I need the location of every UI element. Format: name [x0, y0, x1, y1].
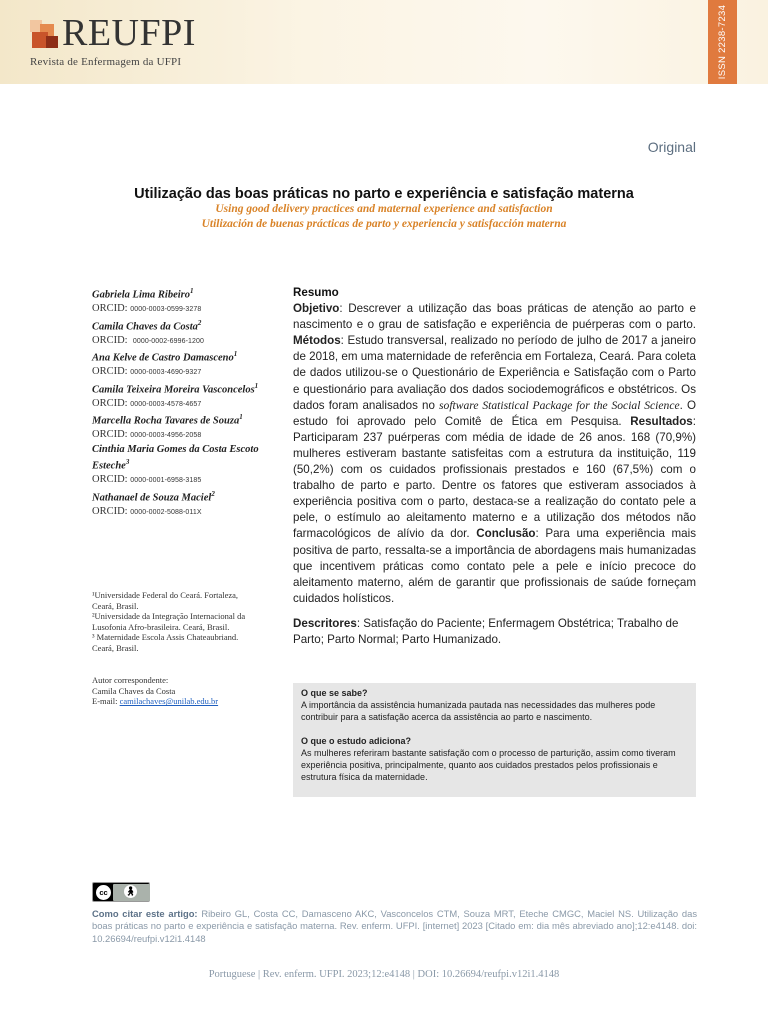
- journal-header: [0, 0, 768, 84]
- cc-icon: cc: [96, 885, 111, 900]
- abstract-body: Objetivo: Descrever a utilização das boas práticas de atenção ao parto e nascimento e o grau de satisfação e experiência de puérperas com o parto. Métodos: Estudo transversal, realizado no período de julho de 2017 a janeiro de 2018, em uma maternidade de referência em Fortaleza, Ceará. Para coleta de dados utilizou-se o Questionário de Experiência e Satisfação com o Parto e questionário para avaliação dos dados sociodemográficos e obstétricos. Os dados foram analisados no software Statistical Package for the Social Science. O estudo foi aprovado pelo Comitê de Ética em Pesquisa. Resultados: Participaram 237 puérperas com média de idade de 26 anos. 168 (70,9%) mulheres estiveram bastante satisfeitas com a estrutura da instituição, 119 (50,2%) com os cuidados profissionais prestados e 160 (67,5%) com o trabalho de parto e parto. Dentre os fatores que estiveram associados à experiência positiva com o parto, destaca-se a realização do contato pele a pele, o estímulo ao aleitamento materno e a utilização dos métodos não farmacológicos de alívio da dor. Conclusão: Para uma experiência mais positiva de parto, ressalta-se a importância de abordagens mais humanizadas que incentivem práticas como contato pele a pele e início precoce do aleitamento materno, além de garantir que profissionais de saúde forneçam cuidados holísticos.: [293, 302, 696, 605]
- journal-logo-icon: [30, 20, 60, 50]
- orcid-line: ORCID: 0000-0002-6996-1200: [92, 334, 205, 346]
- descriptors: Descritores: Satisfação do Paciente; Enfermagem Obstétrica; Trabalho de Parto; Parto Normal; Parto Humanizado.: [293, 617, 679, 647]
- affiliation-item: ³ Maternidade Escola Assis Chateaubriand. Ceará, Brasil.: [92, 632, 239, 653]
- article-type: Original: [647, 139, 696, 155]
- author-name: Gabriela Lima Ribeiro$^1$: [92, 287, 194, 301]
- box-question: O que se sabe?: [301, 688, 368, 698]
- author-entry: [92, 411, 267, 443]
- orcid-id: 0000-0003-4578-4657: [130, 400, 202, 408]
- author-entry: [92, 285, 267, 317]
- author-name: Camila Teixeira Moreira Vasconcelos$^1$: [92, 381, 259, 395]
- author-entry: [92, 380, 267, 412]
- orcid-line: ORCID: 0000-0002-5088-011X: [92, 505, 202, 517]
- orcid-id: 0000-0001-6958-3185: [130, 477, 202, 484]
- issn-label: ISSN 2238-7234: [717, 4, 728, 80]
- orcid-line: ORCID: 0000-0003-0599-3278: [92, 303, 202, 314]
- journal-title: REUFPI: [62, 12, 196, 54]
- issn-tab: [708, 0, 737, 84]
- orcid-line: ORCID: 0000-0001-6958-3185: [92, 474, 202, 485]
- affiliation-item: ¹Universidade Federal do Ceará. Fortaleza, Ceará, Brasil.: [92, 590, 239, 611]
- affiliation-item: ²Universidade da Integração Internacional da Lusofonia Afro-brasileira. Ceará, Brasil.: [92, 611, 246, 632]
- title-portuguese: Utilização das boas práticas no parto e experiência e satisfação materna: [134, 186, 634, 202]
- author-name: Camila Chaves da Costa$^2$: [92, 318, 202, 332]
- author-name: Nathanael de Souza Maciel$^2$: [92, 489, 215, 503]
- page-footer: Portuguese | Rev. enferm. UFPI. 2023;12:e4148 | DOI: 10.26694/reufpi.v12i1.4148: [208, 969, 560, 980]
- orcid-line: ORCID: 0000-0003-4578-4657: [92, 397, 202, 409]
- cc-by-license-icon[interactable]: [92, 882, 150, 902]
- person-icon: 🚶︎: [124, 886, 137, 896]
- by-icon: [113, 884, 150, 901]
- title-spanish: Utilización de buenas prácticas de parto y experiencia y satisfacción materna: [201, 218, 567, 230]
- affiliations: [92, 590, 262, 654]
- box-answer: As mulheres referiram bastante satisfação com o processo de parturição, assim como tiveram experiência positiva, principalmente, quanto aos cuidados prestados pelos profissionais e estrutura física da maternidade.: [301, 748, 676, 782]
- how-to-cite: Como citar este artigo: Ribeiro GL, Costa CC, Damasceno AKC, Vasconcelos CTM, Souza MRT, Eteche CMGC, Maciel NS. Utilização das boas práticas no parto e experiência e satisfação materna. Rev. enferm. UFPI. [internet] 2023 [Citado em: dia mês abreviado ano];12:e4148. doi: 10.26694/reufpi.v12i1.4148: [92, 908, 698, 944]
- corresponding-author: [92, 675, 272, 707]
- orcid-line: ORCID: 0000-0003-4690-9327: [92, 366, 202, 377]
- orcid-id: 0000-0002-5088-011X: [130, 508, 202, 516]
- key-points-box: [293, 683, 696, 797]
- author-list: [92, 285, 267, 519]
- box-answer: A importância da assistência humanizada pautada nas necessidades das mulheres pode contribuir para a satisfação acerca da assistência ao parto e nascimento.: [301, 699, 656, 722]
- author-entry: [92, 488, 267, 520]
- author-entry: [92, 443, 267, 488]
- abstract-heading: Resumo: [293, 286, 339, 299]
- orcid-id: 0000-0003-0599-3278: [130, 306, 202, 313]
- orcid-id: 0000-0002-6996-1200: [132, 337, 205, 345]
- author-entry: [92, 317, 267, 349]
- abstract: [293, 285, 696, 607]
- author-name: Cinthia Maria Gomes da Costa Escoto Esteche$^3$: [92, 443, 259, 472]
- email-link[interactable]: camilachaves@unilab.edu.br: [119, 696, 219, 707]
- title-english: Using good delivery practices and maternal experience and satisfaction: [215, 203, 553, 215]
- author-name: Marcella Rocha Tavares de Souza$^1$: [92, 413, 243, 427]
- article-titles: [60, 186, 708, 232]
- box-question: O que o estudo adiciona?: [301, 736, 412, 747]
- corresponding-email-line: E-mail: camilachaves@unilab.edu.br: [92, 696, 219, 707]
- orcid-line: ORCID: 0000-0003-4956-2058: [92, 429, 202, 440]
- corresponding-name: Camila Chaves da Costa: [92, 685, 176, 696]
- author-name: Ana Kelve de Castro Damasceno$^1$: [92, 350, 238, 364]
- orcid-id: 0000-0003-4956-2058: [130, 432, 202, 439]
- corresponding-label: Autor correspondente:: [92, 675, 169, 685]
- orcid-id: 0000-0003-4690-9327: [130, 369, 202, 376]
- journal-subtitle: Revista de Enfermagem da UFPI: [30, 56, 182, 68]
- author-entry: [92, 348, 267, 380]
